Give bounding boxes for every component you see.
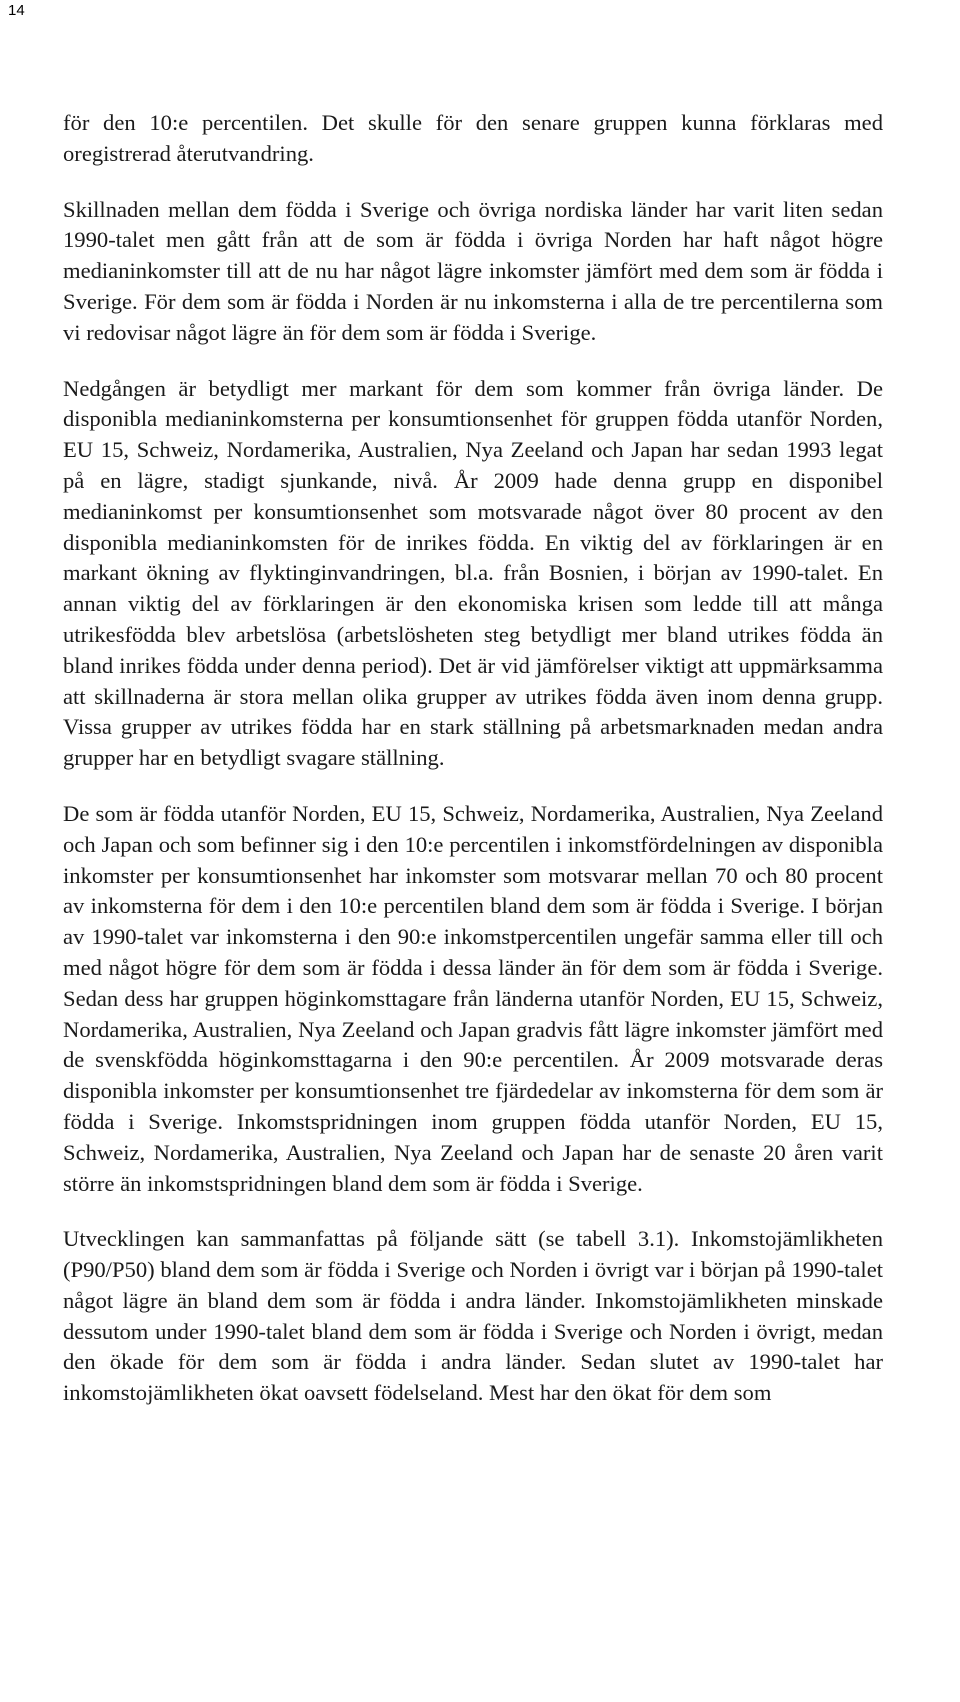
- paragraph-4: De som är födda utanför Norden, EU 15, Schweiz, Nordamerika, Australien, Nya Zeeland och Japan och som befinner sig i den 10:e percentilen i inkomstfördelningen av disponibla inkomster per konsumtionsenhet har inkomster som motsvarar mellan 70 och 80 procent av inkomsterna för dem i den 10:e percentilen bland dem som är födda i Sverige. I början av 1990-talet var inkomsterna i den 90:e inkomstpercentilen ungefär samma eller till och med något högre för dem som är födda i dessa länder än för dem som är födda i Sverige. Sedan dess har gruppen höginkomsttagare från länderna utanför Norden, EU 15, Schweiz, Nordamerika, Australien, Nya Zeeland och Japan gradvis fått lägre inkomster jämfört med de svenskfödda höginkomsttagarna i den 90:e percentilen. År 2009 motsvarade deras disponibla inkomster per konsumtionsenhet tre fjärdedelar av inkomsterna för dem som är födda i Sverige. Inkomstspridningen inom gruppen födda utanför Norden, EU 15, Schweiz, Nordamerika, Australien, Nya Zeeland och Japan har de senaste 20 åren varit större än inkomstspridningen bland dem som är födda i Sverige.: [63, 800, 883, 1196]
- page-number: 14: [8, 2, 25, 19]
- paragraph-2: Skillnaden mellan dem födda i Sverige och övriga nordiska länder har varit liten sedan 1990-talet men gått från att de som är födda i övriga Norden har haft något högre medianinkomster till att de nu har något lägre inkomster jämfört med dem som är födda i Sverige. För dem som är födda i Norden är nu inkomsterna i alla de tre percentilerna som vi redovisar något lägre än för dem som är födda i Sverige.: [63, 196, 883, 345]
- body-text: [63, 108, 883, 1409]
- paragraph-5: Utvecklingen kan sammanfattas på följande sätt (se tabell 3.1). Inkomstojämlikheten (P90/P50) bland dem som är födda i Sverige och Norden i övrigt var i början på 1990-talet något lägre än bland dem som är födda i andra länder. Inkomstojämlikheten minskade dessutom under 1990-talet bland dem som är födda i Sverige och Norden i övrigt, medan den ökade för dem som är födda i andra länder. Sedan slutet av 1990-talet har inkomstojämlikheten ökat oavsett födelseland. Mest har den ökat för dem som: [63, 1226, 883, 1406]
- paragraph-3: Nedgången är betydligt mer markant för dem som kommer från övriga länder. De disponibla medianinkomsterna per konsumtionsenhet för gruppen födda utanför Norden, EU 15, Schweiz, Nordamerika, Australien, Nya Zeeland och Japan har sedan 1993 legat på en lägre, stadigt sjunkande, nivå. År 2009 hade denna grupp en disponibel medianinkomst per konsumtionsenhet som motsvarade något över 80 procent av den disponibla medianinkomsten för de inrikes födda. En viktig del av förklaringen är en markant ökning av flyktinginvandringen, bl.a. från Bosnien, i början av 1990-talet. En annan viktig del av förklaringen är den ekonomiska krisen som ledde till att många utrikesfödda blev arbetslösa (arbetslösheten steg betydligt mer bland utrikes födda än bland inrikes födda under denna period). Det är vid jämförelser viktigt att uppmärksamma att skillnaderna är stora mellan olika grupper av utrikes födda även inom denna grupp. Vissa grupper av utrikes födda har en stark ställning på arbetsmarknaden medan andra grupper har en betydligt svagare ställning.: [63, 375, 883, 771]
- paragraph-1: för den 10:e percentilen. Det skulle för den senare gruppen kunna förklaras med oregistrerad återutvandring.: [63, 110, 883, 166]
